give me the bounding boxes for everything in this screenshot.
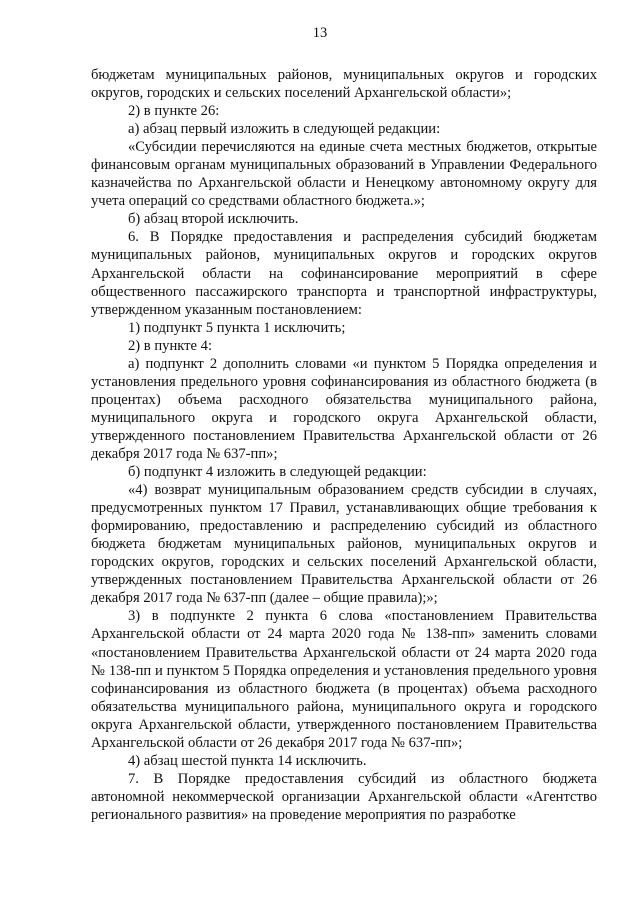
paragraph-11: «4) возврат муниципальным образованием средств субсидии в случаях, предусмотренных пунктом 17 Правил, устанавливающих общие требования к формированию, предоставлению и распределению субсидий из областного бюджета бюджетам муниципальных районов, муниципальных округов и городских округов, городских и сельских поселений Архангельской области, утвержденных постановлением Правительства Архангельской области от 26 декабря 2017 года № 637-пп (далее – общие правила);»; <box>91 482 597 607</box>
paragraph-8: 2) в пункте 4: <box>128 337 213 354</box>
paragraph-5: б) абзац второй исключить. <box>128 211 299 228</box>
document-body <box>91 66 597 824</box>
paragraph-3: а) абзац первый изложить в следующей редакции: <box>128 121 441 138</box>
paragraph-4: «Субсидии перечисляются на единые счета местных бюджетов, открытые финансовым органам муниципальных образований в Управлении Федерального казначейства по Архангельской области и Ненецкому автономному округу для учета операций со средствами областного бюджета.»; <box>91 139 597 210</box>
paragraph-10: б) подпункт 4 изложить в следующей редакции: <box>128 464 427 481</box>
page-number: 13 <box>312 25 328 41</box>
paragraph-12: 3) в подпункте 2 пункта 6 слова «постановлением Правительства Архангельской области от 24 марта 2020 года № 138-пп» заменить словами «постановлением Правительства Архангельской области от 24 марта 2020 года № 138-пп и пунктом 5 Порядка определения и установления предельного уровня софинансирования из областного бюджета (в процентах) объема расходного обязательства муниципального района, муниципального округа и городского округа Архангельской области, утвержденного постановлением Правительства Архангельской области от 26 декабря 2017 года № 637-пп»; <box>91 608 597 751</box>
paragraph-1: бюджетам муниципальных районов, муниципальных округов и городских округов, городских и сельских поселений Архангельской области»; <box>91 67 597 102</box>
paragraph-7: 1) подпункт 5 пункта 1 исключить; <box>128 319 346 336</box>
paragraph-6: 6. В Порядке предоставления и распределения субсидий бюджетам муниципальных районов, муниципальных округов и городских округов Архангельской области на софинансирование мероприятий в сфере общественного пассажирского транспорта и транспортной инфраструктуры, утвержденном указанным постановлением: <box>91 229 597 318</box>
paragraph-13: 4) абзац шестой пункта 14 исключить. <box>128 752 367 769</box>
paragraph-14: 7. В Порядке предоставления субсидий из областного бюджета автономной некоммерческой организации Архангельской области «Агентство регионального развития» на проведение мероприятия по разработке <box>91 770 597 823</box>
paragraph-2: 2) в пункте 26: <box>128 103 220 120</box>
paragraph-9: а) подпункт 2 дополнить словами «и пунктом 5 Порядка определения и установления предельного уровня софинансирования из областного бюджета (в процентах) объема расходного обязательства муниципального района, муниципального округа и городского округа Архангельской области, утвержденного постановлением Правительства Архангельской области от 26 декабря 2017 года № 637-пп»; <box>91 355 597 462</box>
